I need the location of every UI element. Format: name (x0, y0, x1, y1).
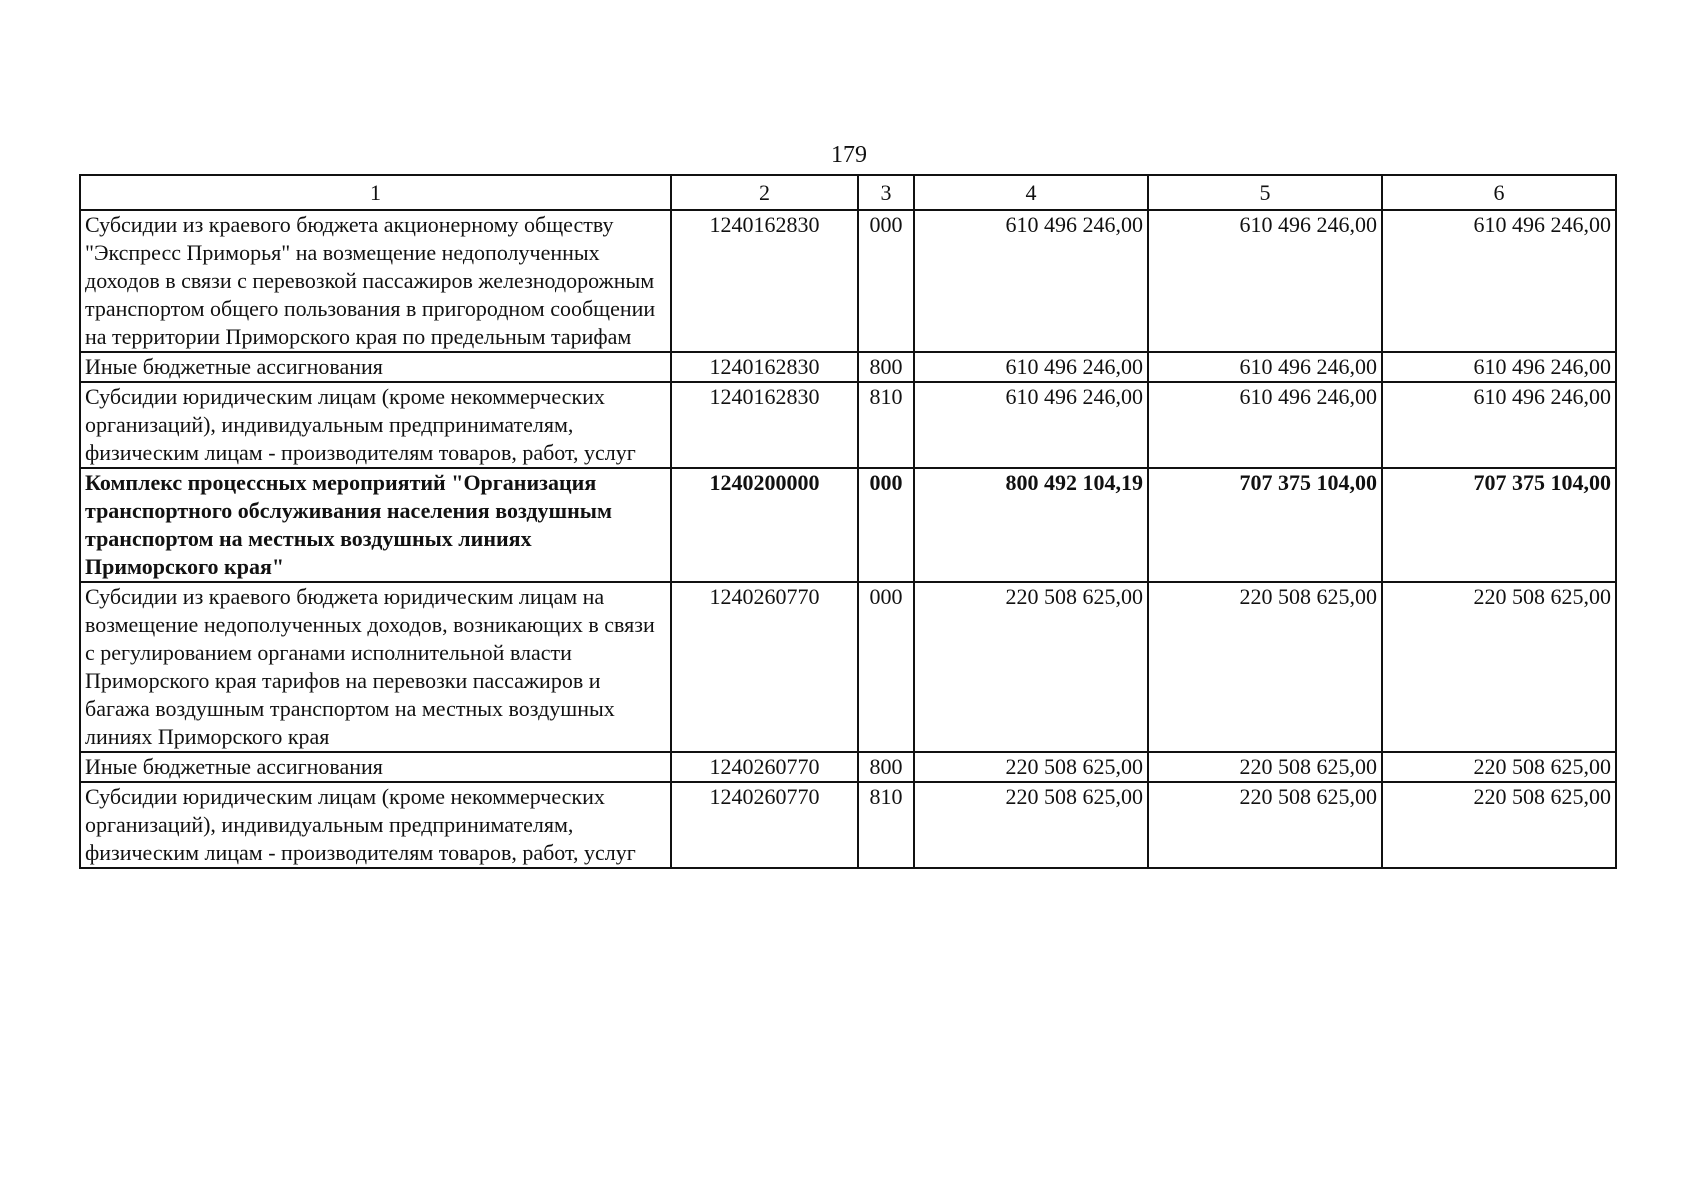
column-header-6: 6 (1382, 175, 1616, 210)
column-header-4: 4 (914, 175, 1148, 210)
row-amount-4: 220 508 625,00 (914, 582, 1148, 752)
row-code: 1240162830 (671, 352, 858, 382)
row-amount-4: 610 496 246,00 (914, 382, 1148, 468)
row-expense-type: 810 (858, 382, 914, 468)
row-expense-type: 800 (858, 352, 914, 382)
row-amount-5: 610 496 246,00 (1148, 210, 1382, 352)
row-code: 1240162830 (671, 210, 858, 352)
row-code: 1240162830 (671, 382, 858, 468)
row-amount-6: 610 496 246,00 (1382, 352, 1616, 382)
table-row (80, 782, 1616, 868)
table-row (80, 382, 1616, 468)
row-amount-5: 220 508 625,00 (1148, 782, 1382, 868)
row-amount-6: 610 496 246,00 (1382, 210, 1616, 352)
row-name: Субсидии из краевого бюджета юридическим лицам на возмещение недополученных доходов, возникающих в связи с регулированием органами исполнительной власти Приморского края тарифов на перевозки пассажиров и багажа воздушным транспортом на местных воздушных линиях Приморского края (80, 582, 671, 752)
row-code: 1240260770 (671, 582, 858, 752)
row-amount-6: 220 508 625,00 (1382, 752, 1616, 782)
row-name: Субсидии юридическим лицам (кроме некоммерческих организаций), индивидуальным предпринимателям, физическим лицам - производителям товаров, работ, услуг (80, 782, 671, 868)
budget-table (79, 174, 1617, 869)
column-header-3: 3 (858, 175, 914, 210)
row-name: Субсидии юридическим лицам (кроме некоммерческих организаций), индивидуальным предпринимателям, физическим лицам - производителям товаров, работ, услуг (80, 382, 671, 468)
row-amount-4: 610 496 246,00 (914, 352, 1148, 382)
row-amount-5: 610 496 246,00 (1148, 352, 1382, 382)
table-row (80, 210, 1616, 352)
column-header-1: 1 (80, 175, 671, 210)
row-expense-type: 000 (858, 210, 914, 352)
row-amount-5: 707 375 104,00 (1148, 468, 1382, 582)
table-row (80, 352, 1616, 382)
row-code: 1240260770 (671, 752, 858, 782)
row-amount-6: 610 496 246,00 (1382, 382, 1616, 468)
row-name: Субсидии из краевого бюджета акционерному обществу "Экспресс Приморья" на возмещение недополученных доходов в связи с перевозкой пассажиров железнодорожным транспортом общего пользования в пригородном сообщении на территории Приморского края по предельным тарифам (80, 210, 671, 352)
row-name: Комплекс процессных мероприятий "Организация транспортного обслуживания населения воздушным транспортом на местных воздушных линиях Приморского края" (80, 468, 671, 582)
row-amount-4: 610 496 246,00 (914, 210, 1148, 352)
row-expense-type: 810 (858, 782, 914, 868)
row-code: 1240200000 (671, 468, 858, 582)
header-row (80, 175, 1616, 210)
column-header-2: 2 (671, 175, 858, 210)
row-amount-5: 220 508 625,00 (1148, 752, 1382, 782)
row-amount-6: 220 508 625,00 (1382, 582, 1616, 752)
row-expense-type: 000 (858, 468, 914, 582)
row-code: 1240260770 (671, 782, 858, 868)
table-row (80, 752, 1616, 782)
row-amount-4: 800 492 104,19 (914, 468, 1148, 582)
table-row-section (80, 468, 1616, 582)
row-amount-6: 220 508 625,00 (1382, 782, 1616, 868)
row-amount-4: 220 508 625,00 (914, 752, 1148, 782)
row-amount-5: 220 508 625,00 (1148, 582, 1382, 752)
row-name: Иные бюджетные ассигнования (80, 752, 671, 782)
row-name: Иные бюджетные ассигнования (80, 352, 671, 382)
page-number: 179 (831, 142, 867, 168)
row-expense-type: 800 (858, 752, 914, 782)
column-header-5: 5 (1148, 175, 1382, 210)
row-amount-4: 220 508 625,00 (914, 782, 1148, 868)
row-amount-6: 707 375 104,00 (1382, 468, 1616, 582)
row-amount-5: 610 496 246,00 (1148, 382, 1382, 468)
table-row (80, 582, 1616, 752)
row-expense-type: 000 (858, 582, 914, 752)
